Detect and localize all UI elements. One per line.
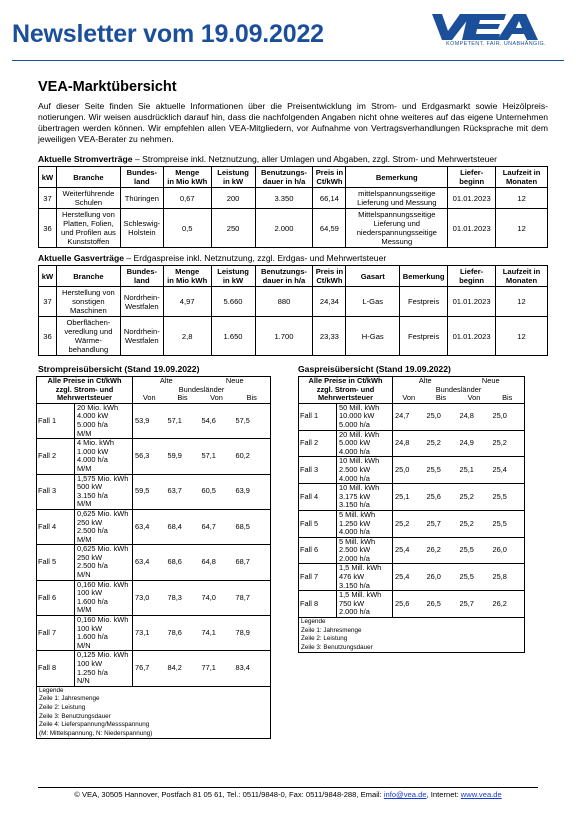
gas-preise-table [298, 376, 525, 653]
case-description [337, 430, 393, 457]
case-line: 4.000 h/a [339, 527, 370, 537]
column-header: Laufzeit in Monaten [496, 266, 548, 287]
legend-row [37, 686, 271, 739]
price-value: 24,8 [393, 430, 425, 457]
price-note-header: Alle Preise in Ct/kWh zzgl. Strom- und Mehrwertsteuer [37, 377, 133, 404]
price-value: 68,6 [166, 545, 200, 580]
header-row [299, 377, 525, 386]
price-value: 25,4 [393, 564, 425, 591]
table-cell: 1.700 [255, 317, 313, 356]
case-line: M/M [77, 499, 92, 509]
price-value: 74,0 [200, 580, 234, 615]
fall-label: Fall 7 [299, 564, 337, 591]
price-value: 77,1 [200, 651, 234, 686]
case-line: 2.000 h/a [339, 607, 370, 617]
column-header: Benutzungs- dauer in h/a [255, 167, 313, 188]
case-line: 500 kW [77, 482, 103, 492]
column-header: Laufzeit in Monaten [496, 167, 548, 188]
fall-label: Fall 6 [299, 537, 337, 564]
von-header: Von [393, 394, 425, 403]
footer-divider [38, 787, 538, 788]
table-cell: 2.000 [255, 209, 313, 248]
case-description [75, 651, 133, 686]
legend-line: Zeile 3: Benutzungsdauer [39, 712, 111, 720]
bundeslaender-header: Bundesländer [393, 386, 525, 395]
case-line: 4.000 kW [77, 411, 109, 421]
price-value: 25,1 [393, 484, 425, 511]
fall-label: Fall 1 [37, 403, 75, 438]
price-value: 25,7 [458, 591, 491, 618]
table-row [37, 474, 271, 509]
case-line: 100 kW [77, 659, 103, 668]
case-line: 5.000 h/a [77, 419, 108, 429]
table-cell: 3.350 [255, 188, 313, 209]
fall-label: Fall 8 [299, 591, 337, 618]
price-value: 25,0 [393, 457, 425, 484]
column-header: Bundes- land [120, 167, 163, 188]
price-value: 24,8 [458, 403, 491, 430]
alte-header: Alte [393, 377, 458, 386]
price-note-header: Alle Preise in Ct/kWh zzgl. Strom- und Mehrwertsteuer [299, 377, 393, 404]
table-cell: Oberflächen-veredlung und Wärme-behandlung [56, 317, 120, 356]
table-cell: 24,34 [313, 287, 346, 317]
price-value: 68,5 [234, 509, 271, 544]
fall-label: Fall 5 [299, 510, 337, 537]
case-line: 4.000 h/a [339, 473, 370, 483]
table-cell: 1.650 [211, 317, 255, 356]
price-value: 53,9 [133, 403, 166, 438]
price-value: 25,2 [425, 430, 458, 457]
price-value: 54,6 [200, 403, 234, 438]
strom-contracts-caption [38, 154, 497, 164]
table-cell: 37 [39, 188, 57, 209]
case-line: 0,125 Mio. kWh [77, 650, 129, 660]
table-cell: Nordrhein-Westfalen [120, 317, 163, 356]
table-cell: 64,59 [313, 209, 346, 248]
price-value: 25,0 [425, 403, 458, 430]
column-header: Branche [56, 167, 120, 188]
price-value: 74,1 [200, 616, 234, 651]
gas-contracts-caption [38, 253, 386, 263]
case-line: 2.500 kW [339, 545, 371, 555]
case-line: 1.600 h/a [77, 632, 108, 642]
case-line: 3.150 h/a [339, 580, 370, 590]
table-cell: 01.01.2023 [448, 188, 496, 209]
legend-row [299, 618, 525, 653]
case-description [337, 484, 393, 511]
price-value: 78,7 [234, 580, 271, 615]
price-value: 63,9 [234, 474, 271, 509]
table-row [37, 580, 271, 615]
case-line: 0,160 Mio. kWh [77, 615, 129, 625]
case-line: 2.500 kW [339, 464, 371, 474]
footer-text: © VEA, 30505 Hannover, Postfach 81 05 61, Tel.: 0511/9848-0, Fax: 0511/9848-288, Email: [74, 790, 384, 799]
case-line: 0,160 Mio. kWh [77, 579, 129, 589]
column-header: Gasart [346, 266, 400, 287]
table-cell: 36 [39, 317, 57, 356]
table-row [299, 484, 525, 511]
bis-header: Bis [166, 394, 200, 403]
von-header: Von [133, 394, 166, 403]
price-value: 78,3 [166, 580, 200, 615]
price-value: 25,0 [491, 403, 525, 430]
case-line: 250 kW [77, 517, 103, 527]
table-cell: 0,67 [163, 188, 211, 209]
table-cell: 2,8 [163, 317, 211, 356]
case-line: 2.500 h/a [77, 561, 108, 571]
legend [299, 618, 525, 653]
gas-contracts-caption-rest: – Erdgaspreise inkl. Netznutzung, zzgl. Erdgas- und Mehrwertsteuer [123, 253, 387, 263]
bis-header: Bis [234, 394, 271, 403]
case-line: 0,625 Mio. kWh [77, 508, 129, 518]
column-header: Liefer- beginn [448, 167, 496, 188]
fall-label: Fall 4 [299, 484, 337, 511]
legend-line: Legende [301, 618, 326, 626]
von-header: Von [458, 394, 491, 403]
fall-label: Fall 2 [37, 439, 75, 474]
table-cell: Thüringen [120, 188, 163, 209]
strom-contracts-caption-bold: Aktuelle Stromverträge [38, 154, 133, 164]
table-cell: 36 [39, 209, 57, 248]
table-row [37, 509, 271, 544]
table-row [299, 403, 525, 430]
header-divider [12, 60, 564, 61]
table-cell: Nordrhein-Westfalen [120, 287, 163, 317]
price-value: 25,6 [393, 591, 425, 618]
table-row [37, 651, 271, 686]
case-line: 5 Mill. kWh [339, 509, 376, 519]
price-value: 63,4 [133, 545, 166, 580]
price-value: 25,6 [425, 484, 458, 511]
price-value: 25,5 [425, 457, 458, 484]
case-line: M/M [77, 534, 92, 544]
case-line: 750 kW [339, 598, 365, 608]
case-description [75, 439, 133, 474]
case-line: M/M [77, 428, 92, 438]
price-value: 24,9 [458, 430, 491, 457]
strom-contracts-table [38, 166, 548, 248]
price-value: 73,1 [133, 616, 166, 651]
case-description [337, 403, 393, 430]
price-value: 25,2 [458, 484, 491, 511]
case-line: 1.600 h/a [77, 596, 108, 606]
footer-web-link[interactable]: www.vea.de [460, 790, 502, 799]
fall-label: Fall 5 [37, 545, 75, 580]
legend-line: Zeile 2: Leistung [301, 635, 348, 643]
price-value: 25,5 [458, 537, 491, 564]
case-description [337, 537, 393, 564]
table-cell: 250 [211, 209, 255, 248]
table-cell: 200 [211, 188, 255, 209]
column-header: Leistung in kW [211, 266, 255, 287]
bis-header: Bis [425, 394, 458, 403]
table-cell: Festpreis [400, 287, 448, 317]
price-value: 25,5 [458, 564, 491, 591]
column-header: kW [39, 266, 57, 287]
price-value: 57,1 [166, 403, 200, 438]
price-value: 26,5 [425, 591, 458, 618]
case-description [337, 510, 393, 537]
case-line: 10 Mill. kWh [339, 483, 380, 493]
case-line: 20 Mill. kWh [339, 429, 380, 439]
table-cell: Herstellung von Platten, Folien, und Profilen aus Kunststoffen [56, 209, 120, 248]
price-value: 60,2 [234, 439, 271, 474]
table-row [39, 209, 548, 248]
legend-line: Zeile 1: Jahresmenge [39, 695, 100, 703]
case-line: 0,625 Mio. kWh [77, 544, 129, 554]
table-row [299, 591, 525, 618]
price-value: 25,2 [491, 430, 525, 457]
table-cell: 4,97 [163, 287, 211, 317]
table-row [39, 287, 548, 317]
price-value: 25,2 [393, 510, 425, 537]
table-cell: 880 [255, 287, 313, 317]
price-value: 26,2 [491, 591, 525, 618]
table-cell: 37 [39, 287, 57, 317]
case-line: 4 Mio. kWh [77, 438, 114, 448]
price-value: 26,0 [425, 564, 458, 591]
case-line: M/M [77, 463, 92, 473]
legend-line: Zeile 1: Jahresmenge [301, 626, 362, 634]
case-line: 2.500 h/a [77, 526, 108, 536]
table-cell: 0,5 [163, 209, 211, 248]
column-header: Benutzungs- dauer in h/a [255, 266, 313, 287]
case-description [337, 457, 393, 484]
table-cell: 01.01.2023 [448, 317, 496, 356]
price-value: 25,8 [491, 564, 525, 591]
fall-label: Fall 7 [37, 616, 75, 651]
fall-label: Fall 3 [37, 474, 75, 509]
price-value: 24,7 [393, 403, 425, 430]
column-header: Liefer- beginn [448, 266, 496, 287]
case-line: 4.000 h/a [77, 455, 108, 465]
price-value: 68,7 [234, 545, 271, 580]
gas-overview-title: Gaspreisübersicht (Stand 19.09.2022) [298, 364, 451, 374]
case-line: 50 Mill. kWh [339, 402, 380, 412]
table-cell: 12 [496, 287, 548, 317]
case-line: 100 kW [77, 623, 103, 633]
case-line: 1,5 Mill. kWh [339, 590, 382, 600]
column-header: Bundes- land [120, 266, 163, 287]
case-line: 20 Mio. kWh [77, 402, 119, 412]
table-row [299, 430, 525, 457]
fall-label: Fall 2 [299, 430, 337, 457]
column-header: Bemerkung [346, 167, 448, 188]
price-value: 83,4 [234, 651, 271, 686]
case-line: 4.000 h/a [339, 446, 370, 456]
price-value: 64,7 [200, 509, 234, 544]
fall-label: Fall 4 [37, 509, 75, 544]
table-row [299, 457, 525, 484]
case-line: 3.150 h/a [339, 500, 370, 510]
price-value: 76,7 [133, 651, 166, 686]
table-row [37, 545, 271, 580]
case-line: 5.000 kW [339, 438, 371, 448]
strom-overview-title: Strompreisübersicht (Stand 19.09.2022) [38, 364, 200, 374]
price-value: 26,2 [425, 537, 458, 564]
footer [0, 790, 576, 799]
table-cell: Mittelspannungsseitige Lieferung und niederspannungsseitige Messung [346, 209, 448, 248]
bis-header: Bis [491, 394, 525, 403]
neue-header: Neue [458, 377, 525, 386]
price-value: 25,7 [425, 510, 458, 537]
table-cell: Herstellung von sonstigen Maschinen [56, 287, 120, 317]
case-line: M/N [77, 570, 91, 580]
logo-tagline: KOMPETENT. FAIR. UNABHÄNGIG. [446, 41, 546, 47]
legend-line: Zeile 2: Leistung [39, 703, 86, 711]
legend [37, 686, 271, 739]
price-value: 57,1 [200, 439, 234, 474]
table-row [37, 403, 271, 438]
price-value: 78,9 [234, 616, 271, 651]
neue-header: Neue [200, 377, 271, 386]
page-title: Newsletter vom 19.09.2022 [12, 20, 324, 48]
table-cell: 66,14 [313, 188, 346, 209]
table-cell: 23,33 [313, 317, 346, 356]
case-line: 5 Mill. kWh [339, 536, 376, 546]
column-header: Leistung in kW [211, 167, 255, 188]
strom-preise-table [36, 376, 271, 739]
vea-logo [428, 14, 546, 47]
case-line: M/N [77, 640, 91, 650]
case-line: 250 kW [77, 552, 103, 562]
price-value: 26,0 [491, 537, 525, 564]
price-value: 63,4 [133, 509, 166, 544]
legend-line: Legende [39, 686, 64, 694]
price-value: 57,5 [234, 403, 271, 438]
case-line: 1.250 h/a [77, 667, 108, 677]
table-row [37, 439, 271, 474]
strom-contracts-caption-rest: – Strompreise inkl. Netznutzung, aller Umlagen und Abgaben, zzgl. Strom- und Mehrwertsteuer [132, 154, 498, 164]
case-line: 3.175 kW [339, 491, 371, 501]
table-cell: 12 [496, 188, 548, 209]
case-line: 1,575 Mio. kWh [77, 473, 129, 483]
legend-line: Zeile 3: Benutzungsdauer [301, 643, 373, 651]
table-cell: 5.660 [211, 287, 255, 317]
table-row [299, 564, 525, 591]
gas-contracts-table [38, 265, 548, 356]
header-row [37, 377, 271, 386]
price-value: 64,8 [200, 545, 234, 580]
table-cell: 12 [496, 317, 548, 356]
case-description [75, 403, 133, 438]
table-row [299, 510, 525, 537]
column-header: kW [39, 167, 57, 188]
fall-label: Fall 6 [37, 580, 75, 615]
legend-line: Zeile 4: Lieferspannung/Messspannung [39, 721, 150, 729]
case-line: 476 kW [339, 572, 365, 582]
price-value: 25,5 [491, 484, 525, 511]
case-line: 5.000 h/a [339, 419, 370, 429]
bundeslaender-header: Bundesländer [133, 386, 271, 395]
price-value: 25,4 [491, 457, 525, 484]
table-cell: 12 [496, 209, 548, 248]
table-cell: Weiterführende Schulen [56, 188, 120, 209]
price-value: 59,5 [133, 474, 166, 509]
case-line: 10.000 kW [339, 411, 375, 421]
vea-logo-icon [428, 14, 546, 40]
table-row [39, 317, 548, 356]
price-value: 63,7 [166, 474, 200, 509]
case-line: 3.150 h/a [77, 490, 108, 500]
column-header: Bemerkung [400, 266, 448, 287]
fall-label: Fall 1 [299, 403, 337, 430]
price-value: 25,1 [458, 457, 491, 484]
case-line: 2.000 h/a [339, 553, 370, 563]
price-value: 60,5 [200, 474, 234, 509]
table-cell: mittelspannungsseitige Lieferung und Messung [346, 188, 448, 209]
table-cell: L-Gas [346, 287, 400, 317]
case-line: 1.000 kW [77, 446, 109, 456]
case-line: M/M [77, 605, 92, 615]
case-description [75, 616, 133, 651]
case-description [75, 580, 133, 615]
table-cell: Schleswig-Holstein [120, 209, 163, 248]
case-line: N/N [77, 676, 90, 686]
price-value: 73,0 [133, 580, 166, 615]
legend-line: (M: Mittelspannung, N: Niederspannung) [39, 729, 153, 737]
table-cell: 01.01.2023 [448, 209, 496, 248]
price-value: 59,9 [166, 439, 200, 474]
case-description [75, 474, 133, 509]
price-value: 68,4 [166, 509, 200, 544]
price-value: 25,4 [393, 537, 425, 564]
column-header: Menge in Mio kWh [163, 167, 211, 188]
table-row [299, 537, 525, 564]
table-row [37, 616, 271, 651]
table-row [39, 188, 548, 209]
price-value: 25,5 [491, 510, 525, 537]
case-line: 1.250 kW [339, 518, 371, 528]
gas-contracts-caption-bold: Aktuelle Gasverträge [38, 253, 124, 263]
column-header: Preis in Ct/kWh [313, 167, 346, 188]
table-cell: Festpreis [400, 317, 448, 356]
case-line: 100 kW [77, 588, 103, 598]
section-title: VEA-Marktübersicht [38, 79, 177, 95]
case-description [75, 545, 133, 580]
von-header: Von [200, 394, 234, 403]
footer-internet-label: , Internet: [426, 790, 461, 799]
case-description [337, 564, 393, 591]
price-value: 25,2 [458, 510, 491, 537]
price-value: 78,6 [166, 616, 200, 651]
price-value: 84,2 [166, 651, 200, 686]
case-line: 1,5 Mill. kWh [339, 563, 382, 573]
column-header: Branche [56, 266, 120, 287]
column-header: Preis in Ct/kWh [313, 266, 346, 287]
footer-email-link[interactable]: info@vea.de [383, 790, 427, 799]
intro-paragraph: Auf dieser Seite finden Sie aktuelle Informationen über die Preisentwicklung im Strom- und Erdgasmarkt sowie Heizölpreisnotierungen. Wir weisen ausdrücklich darauf hin, dass die nachfolgenden Angaben nicht ohne weiteres auf das eigene Unternehmen übertragen werden können. Wir empfehlen allen VEA-Mitgliedern, vor Aufnahme von Vertragsverhandlungen Rücksprache mit dem jeweiligen VEA-Berater zu nehmen. [38, 101, 548, 144]
table-cell: H-Gas [346, 317, 400, 356]
case-line: 10 Mill. kWh [339, 456, 380, 466]
alte-header: Alte [133, 377, 200, 386]
table-cell: 01.01.2023 [448, 287, 496, 317]
case-description [75, 509, 133, 544]
fall-label: Fall 8 [37, 651, 75, 686]
fall-label: Fall 3 [299, 457, 337, 484]
column-header: Menge in Mio kWh [163, 266, 211, 287]
case-description [337, 591, 393, 618]
price-value: 56,3 [133, 439, 166, 474]
